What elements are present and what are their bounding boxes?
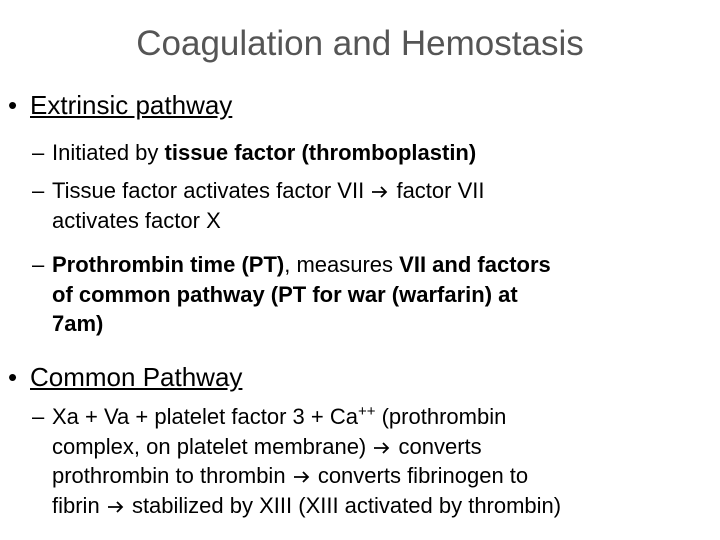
subbullet-initiated: [32, 138, 707, 168]
text: converts fibrinogen to: [317, 463, 529, 488]
right-arrow-icon: [370, 176, 390, 206]
text: Tissue factor activates factor VII: [52, 178, 365, 203]
dash-marker: –: [32, 252, 45, 277]
bullet-marker: •: [8, 362, 18, 392]
text: stabilized by XIII (XIII activated by thrombin): [131, 492, 562, 518]
bold-text: 7am): [52, 311, 104, 336]
bullet-common-pathway: [8, 361, 242, 393]
text: complex, on platelet membrane): [52, 433, 367, 459]
subbullet-prothrombin-time: [32, 250, 707, 339]
right-arrow-icon: [292, 461, 312, 491]
text: activates factor X: [52, 207, 221, 233]
slide-title: Coagulation and Hemostasis: [136, 24, 584, 63]
right-arrow-icon: [372, 432, 392, 462]
bold-text: VII and factors: [399, 252, 551, 277]
right-arrow-icon: [106, 491, 126, 521]
superscript: ++: [357, 403, 376, 420]
subbullet-tissue-factor: [32, 176, 707, 235]
bold-text: Prothrombin time (PT): [52, 252, 285, 277]
subbullet-common-pathway: [32, 402, 707, 520]
text: Xa + Va + platelet factor 3 + Ca: [52, 404, 358, 429]
text: , measures: [284, 252, 400, 277]
dash-marker: –: [32, 404, 45, 429]
text: converts: [398, 433, 482, 459]
text: (prothrombin: [375, 404, 507, 429]
bold-text: tissue factor (thromboplastin): [164, 140, 477, 165]
text: factor VII: [396, 178, 485, 203]
dash-marker: –: [32, 178, 45, 203]
section-heading: Extrinsic pathway: [30, 90, 233, 120]
dash-marker: –: [32, 140, 45, 165]
text: fibrin: [52, 492, 100, 518]
text: prothrombin to thrombin: [52, 463, 286, 488]
bold-text: of common pathway (PT for war (warfarin) at: [52, 281, 518, 307]
bullet-marker: •: [8, 90, 18, 120]
text: Initiated by: [52, 140, 165, 165]
bullet-extrinsic-pathway: [8, 89, 232, 121]
section-heading: Common Pathway: [30, 362, 243, 392]
